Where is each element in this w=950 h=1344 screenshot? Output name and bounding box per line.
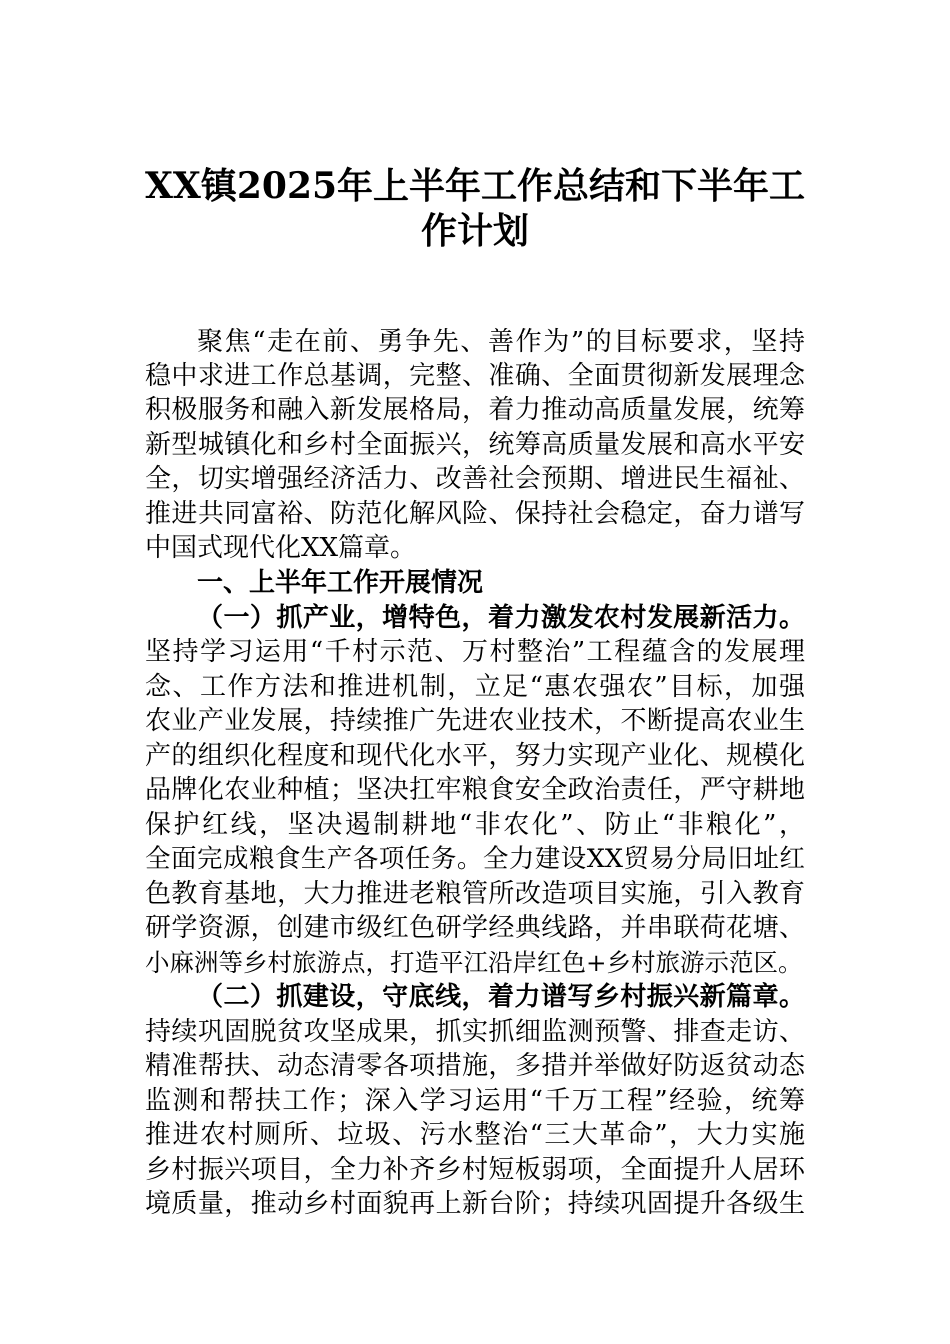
- intro-line: 积极服务和融入新发展格局，着力推动高质量发展，统筹: [145, 395, 805, 425]
- intro-line: 全，切实增强经济活力、改善社会预期、增进民生福祉、: [145, 464, 805, 494]
- body-line: 持续巩固脱贫攻坚成果，抓实抓细监测预警、排查走访、: [145, 1017, 805, 1047]
- body-line: 推进农村厕所、垃圾、污水整治“三大革命”，大力实施: [145, 1120, 805, 1150]
- body-line: 境质量，推动乡村面貌再上新台阶；持续巩固提升各级生: [145, 1189, 805, 1219]
- body-line: 全面完成粮食生产各项任务。全力建设XX贸易分局旧址红: [145, 844, 805, 874]
- body-line: 色教育基地，大力推进老粮管所改造项目实施，引入教育: [145, 879, 805, 909]
- body-line: 乡村振兴项目，全力补齐乡村短板弱项，全面提升人居环: [145, 1155, 805, 1185]
- body-line: 小麻洲等乡村旅游点，打造平江沿岸红色+乡村旅游示范区。: [145, 948, 803, 977]
- body-line: 念、工作方法和推进机制，立足“惠农强农”目标，加强: [145, 672, 805, 702]
- subsection-heading: （二）抓建设，守底线，着力谱写乡村振兴新篇章。: [197, 982, 805, 1012]
- intro-line: 中国式现代化XX篇章。: [145, 533, 417, 563]
- body-line: 产的组织化程度和现代化水平，努力实现产业化、规模化: [145, 741, 805, 771]
- body-line: 农业产业发展，持续推广先进农业技术，不断提高农业生: [145, 706, 805, 736]
- body-line: 品牌化农业种植；坚决扛牢粮食安全政治责任，严守耕地: [145, 775, 805, 805]
- section-heading: 一、上半年工作开展情况: [197, 568, 484, 598]
- document-title-line-1: XX镇2025年上半年工作总结和下半年工: [145, 165, 806, 207]
- body-line: 坚持学习运用“千村示范、万村整治”工程蕴含的发展理: [145, 637, 805, 667]
- body-line: 监测和帮扶工作；深入学习运用“千万工程”经验，统筹: [145, 1086, 805, 1116]
- body-line: 保护红线，坚决遏制耕地“非农化”、防止“非粮化”，: [145, 810, 805, 840]
- intro-line: 稳中求进工作总基调，完整、准确、全面贯彻新发展理念: [145, 361, 805, 391]
- document-title-line-2: 作计划: [420, 210, 529, 252]
- intro-line: 聚焦“走在前、勇争先、善作为”的目标要求，坚持: [197, 327, 805, 357]
- body-line: 研学资源，创建市级红色研学经典线路，并串联荷花塘、: [145, 913, 805, 943]
- intro-line: 新型城镇化和乡村全面振兴，统筹高质量发展和高水平安: [145, 430, 805, 460]
- body-line: 精准帮扶、动态清零各项措施，多措并举做好防返贫动态: [145, 1051, 805, 1081]
- subsection-heading: （一）抓产业，增特色，着力激发农村发展新活力。: [197, 603, 805, 633]
- intro-line: 推进共同富裕、防范化解风险、保持社会稳定，奋力谱写: [145, 499, 805, 529]
